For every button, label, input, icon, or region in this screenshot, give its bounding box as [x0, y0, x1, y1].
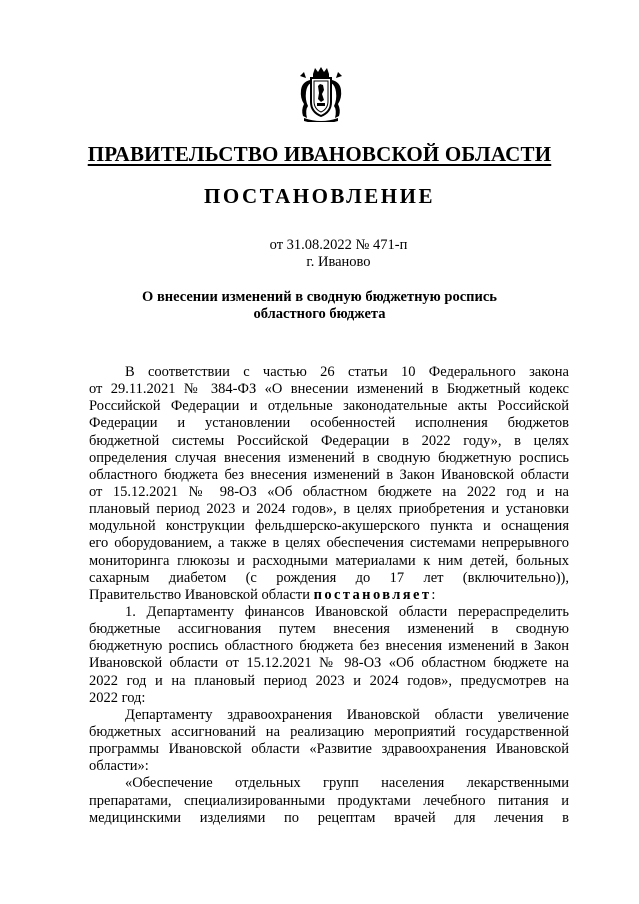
resolution-suffix: : [431, 586, 436, 603]
body-line: 2022 год: [89, 689, 146, 706]
body-line: медицинскими изделиями по рецептам врачей для лечения в [89, 809, 569, 826]
document-meta [0, 237, 639, 271]
body-line: модульной конструкции фельдшерско-акушерского пункта и оснащения [89, 518, 569, 535]
resolution-prefix: Правительство Ивановской области [89, 586, 314, 603]
body-line: областного бюджета без внесения изменений в Закон Ивановской области [89, 466, 569, 483]
subject-line: областного бюджета [253, 306, 386, 322]
document-date-number: от 31.08.2022 № 471-п [269, 237, 408, 253]
body-line: препаратами, специализированными продуктами лечебного питания и [89, 792, 569, 809]
body-line: бюджетную роспись областного бюджета без внесения изменений в Закон [89, 638, 569, 655]
body-line: программы Ивановской области «Развитие здравоохранения Ивановской [89, 741, 569, 758]
body-line: Ивановской области от 15.12.2021 № 98-ОЗ «Об областном бюджете на [89, 655, 569, 672]
body-line: мониторинга глюкозы и расходными материалами к ним детей, больных [89, 552, 569, 569]
body-line: В соответствии с частью 26 статьи 10 Федерального закона [125, 364, 569, 380]
subject-line: О внесении изменений в сводную бюджетную роспись [142, 289, 497, 305]
body-line: определения случая внесения изменений в сводную бюджетную роспись [89, 449, 569, 466]
body-line: сахарным диабетом (с рождения до 17 лет (включительно)), [89, 569, 569, 586]
body-line: бюджетной системы Российской Федерации в 2022 году», в целях [89, 432, 569, 449]
body-line: Российской Федерации и отдельные законодательные акты Российской [89, 398, 569, 415]
body-line: 1. Департаменту финансов Ивановской области перераспределить [125, 603, 569, 620]
document-subject [0, 289, 639, 323]
document-body [89, 364, 569, 827]
body-line: плановый период 2023 и 2024 годов», в целях приобретения и установки [89, 501, 569, 518]
body-line: области»: [89, 758, 149, 775]
body-line: Федерации и установлении особенностей исполнения бюджетов [89, 415, 569, 432]
body-line: от 29.11.2021 № 384-ФЗ «О внесении изменений в Бюджетный кодекс [89, 381, 569, 398]
government-title: ПРАВИТЕЛЬСТВО ИВАНОВСКОЙ ОБЛАСТИ [87, 142, 552, 166]
document-type-title: ПОСТАНОВЛЕНИЕ [204, 184, 435, 208]
body-line: 2022 год и на плановый период 2023 и 2024 годов», предусмотрев на [89, 672, 569, 689]
body-line: «Обеспечение отдельных групп населения лекарственными [125, 775, 569, 792]
document-city: г. Иваново [306, 254, 371, 270]
resolution-keyword: постановляет [313, 586, 432, 603]
body-line: бюджетных ассигнований на реализацию мероприятий государственной [89, 723, 569, 740]
body-line: от 15.12.2021 № 98-ОЗ «Об областном бюджете на 2022 год и на [89, 483, 569, 500]
body-line: Департаменту здравоохранения Ивановской области увеличение [125, 706, 569, 723]
body-line: его оборудованием, а также в целях обеспечения системами непрерывного [89, 535, 569, 552]
body-line: бюджетные ассигнования путем внесения изменений в сводную [89, 621, 569, 638]
coat-of-arms-icon [296, 66, 346, 122]
body-line-resolution [89, 587, 569, 604]
